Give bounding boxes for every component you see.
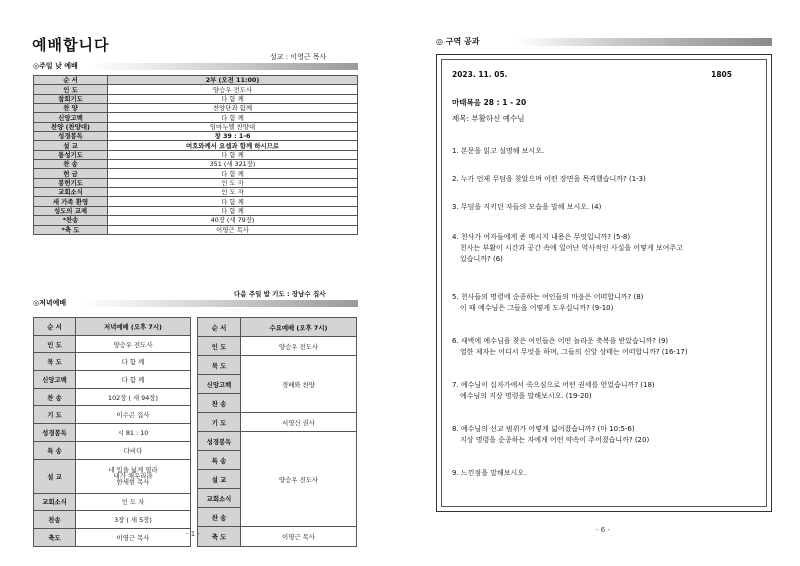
morning-service-table <box>33 75 358 235</box>
evening-service-table <box>33 317 191 547</box>
row-value: 다 함 께 <box>108 169 358 178</box>
row-label: 축 도 <box>198 527 241 547</box>
row-label: 묵 도 <box>198 356 241 375</box>
lesson-section-heading <box>436 36 772 48</box>
left-page-number: - 1 - <box>186 530 200 538</box>
row-label: 설 교 <box>34 459 76 493</box>
row-value: 다 함 께 <box>108 150 358 159</box>
table-row <box>34 225 358 234</box>
row-value: 찬양단과 함께 <box>108 104 358 113</box>
row-value: 서영신 권사 <box>241 413 357 432</box>
row-value: 양승우 전도사 <box>241 432 357 527</box>
row-value: 여호와께서 요셉과 함께 하시므로 <box>108 141 358 150</box>
table-row <box>198 432 357 451</box>
row-label: *찬송 <box>34 216 108 225</box>
row-value: 다비다 <box>76 441 191 459</box>
question-subtext: 열한 제자는 어디서 무엇을 하며, 그들의 신앙 상태는 어떠합니까? (16-17) <box>460 348 688 356</box>
table-row <box>34 178 358 187</box>
row-value: 다 함 께 <box>108 197 358 206</box>
row-label: 특 송 <box>34 441 76 459</box>
table-row <box>34 528 191 546</box>
preacher-line: 설교 : 이영근 목사 <box>270 53 327 61</box>
question-item <box>452 202 601 213</box>
row-label: 교회소식 <box>34 493 76 511</box>
row-label: 인 도 <box>34 335 76 353</box>
table-row <box>34 197 358 206</box>
table-row <box>198 337 357 356</box>
order-header: 순 서 <box>198 318 241 337</box>
table-row <box>198 356 357 375</box>
row-value: 이영근 목사 <box>76 528 191 546</box>
row-label: 찬송 <box>34 511 76 529</box>
question-text: 5. 천사들의 명령에 순종하는 여인들의 마음은 어떠합니까? (8) <box>452 293 644 301</box>
row-label: 성경봉독 <box>34 132 108 141</box>
morning-heading-label: ◎주일 낮 예배 <box>33 62 78 70</box>
table-row <box>34 169 358 178</box>
row-value: 다 함 께 <box>76 371 191 389</box>
page-title: 예배합니다 <box>32 36 110 54</box>
row-value: 네 입을 넓게 열라 내가 채우리라 한세현 목사 <box>76 459 191 493</box>
lesson-code: 1805 <box>711 70 732 79</box>
row-label: 신앙고백 <box>34 371 76 389</box>
row-label: 축도 <box>34 528 76 546</box>
evening-section-heading <box>33 299 358 308</box>
next-week-prayer: 다음 주일 밥 기도 : 장남수 집사 <box>234 290 326 298</box>
row-label: 찬 송 <box>198 394 241 413</box>
question-item <box>452 336 688 358</box>
question-text: 3. 무덤을 지키던 자들의 모습을 말해 보시오. (4) <box>452 203 602 211</box>
question-text: 4. 천사가 여자들에게 준 메시지 내용은 무엇입니까? (5-8) <box>452 233 631 241</box>
right-page-number: - 6 - <box>596 526 610 534</box>
row-value: 이영근 목사 <box>108 225 358 234</box>
row-value: 다 함 께 <box>108 113 358 122</box>
row-value: 이수곤 집사 <box>76 406 191 424</box>
row-value: 다 함 께 <box>108 206 358 215</box>
row-label: 설 교 <box>34 141 108 150</box>
service-header: 수요예배 (오후 7시) <box>241 318 357 337</box>
row-label: 특 송 <box>198 451 241 470</box>
table-row <box>34 122 358 131</box>
question-item <box>452 292 643 314</box>
row-value: 인 도 자 <box>108 178 358 187</box>
row-value: 시 81 : 10 <box>76 424 191 442</box>
question-text: 8. 예수님의 선교 범위가 어떻게 넓어졌습니까? (마 10:5-6) <box>452 425 635 433</box>
row-label: 찬 송 <box>34 160 108 169</box>
question-text: 7. 예수님이 십자가에서 죽으심으로 어떤 권세를 얻었습니까? (18) <box>452 381 655 389</box>
table-row <box>34 188 358 197</box>
question-subtext: 지상 명령을 순종하는 자에게 어떤 약속이 주어졌습니까? (20) <box>460 436 650 444</box>
row-label: 찬 양 <box>34 104 108 113</box>
row-value: 다 함 께 <box>108 94 358 103</box>
table-header-row <box>34 318 191 336</box>
row-label: 찬양 (찬양대) <box>34 122 108 131</box>
question-subtext: 예수님의 지상 명령을 말해보시오. (19-20) <box>460 392 592 400</box>
lesson-topic: 제목: 부활하신 예수님 <box>452 114 525 123</box>
row-label: 봉헌기도 <box>34 178 108 187</box>
row-value: 351 (새 321장) <box>108 160 358 169</box>
service-header: 2부 (오전 11:00) <box>108 76 358 85</box>
row-label: 헌 금 <box>34 169 108 178</box>
row-value: 경배와 찬양 <box>241 356 357 413</box>
lesson-heading-label: ◎ 구역 공과 <box>436 37 480 46</box>
table-row <box>34 94 358 103</box>
order-header: 순 서 <box>34 76 108 85</box>
table-row <box>198 413 357 432</box>
question-subtext: 이 때 예수님은 그들을 어떻게 도우십니까? (9-10) <box>460 304 614 312</box>
row-label: 교회소식 <box>34 188 108 197</box>
row-value: 양승우 전도사 <box>108 85 358 94</box>
question-text: 9. 느낀점을 말해보시오. <box>452 469 527 477</box>
table-row <box>34 206 358 215</box>
question-item <box>452 146 544 157</box>
row-label: 교회소식 <box>198 489 241 508</box>
question-item <box>452 468 526 479</box>
table-row <box>34 85 358 94</box>
row-label: 찬 송 <box>34 388 76 406</box>
question-text: 1. 본문을 읽고 설명해 보시오. <box>452 147 545 155</box>
table-row <box>34 406 191 424</box>
row-label: *축 도 <box>34 225 108 234</box>
row-label: 성도의 교제 <box>34 206 108 215</box>
row-label: 새 가족 환영 <box>34 197 108 206</box>
row-value: 다 함 께 <box>76 353 191 371</box>
row-value: 40장 (새 79장) <box>108 216 358 225</box>
row-label: 성경봉독 <box>198 432 241 451</box>
table-row <box>34 353 191 371</box>
table-header-row <box>198 318 357 337</box>
row-label: 인 도 <box>198 337 241 356</box>
table-header-row <box>34 76 358 85</box>
row-label: 통성기도 <box>34 150 108 159</box>
row-label: 성경봉독 <box>34 424 76 442</box>
morning-section-heading <box>33 62 358 71</box>
question-item <box>452 232 683 265</box>
table-row <box>198 527 357 547</box>
question-item <box>452 424 649 446</box>
question-text: 2. 누가 언제 무덤을 찾았으며 어떤 장면을 목격했습니까? (1-3) <box>452 175 646 183</box>
row-label: 참회기도 <box>34 94 108 103</box>
service-header: 저녁예배 (오후 7시) <box>76 318 191 336</box>
row-label: 설 교 <box>198 470 241 489</box>
order-header: 순 서 <box>34 318 76 336</box>
question-item <box>452 380 655 402</box>
row-value: 임마누엘 찬양대 <box>108 122 358 131</box>
lesson-inner-frame <box>441 59 767 507</box>
row-label: 신앙고백 <box>198 375 241 394</box>
table-row <box>34 150 358 159</box>
table-row <box>34 511 191 529</box>
row-label: 인 도 <box>34 85 108 94</box>
row-value: 인 도 자 <box>108 188 358 197</box>
table-row <box>34 424 191 442</box>
row-value: 3장 ( 새 5장) <box>76 511 191 529</box>
table-row <box>34 459 191 493</box>
question-subtext: 있습니까? (6) <box>460 255 503 263</box>
wednesday-service-table <box>197 317 357 547</box>
table-row <box>34 216 358 225</box>
table-row <box>34 113 358 122</box>
table-row <box>34 104 358 113</box>
table-row <box>34 141 358 150</box>
row-value: 102장 ( 새 94장) <box>76 388 191 406</box>
question-subtext: 천사는 부활이 시간과 공간 속에 일어난 역사적인 사실을 어떻게 보여주고 <box>460 244 683 252</box>
row-value: 양승우 전도사 <box>241 337 357 356</box>
row-label: 신앙고백 <box>34 113 108 122</box>
table-row <box>34 493 191 511</box>
row-label: 묵 도 <box>34 353 76 371</box>
evening-heading-label: ◎저녁예배 <box>33 299 67 307</box>
table-row <box>34 388 191 406</box>
lesson-scripture: 마태복음 28 : 1 - 20 <box>452 98 527 107</box>
row-label: 기 도 <box>198 413 241 432</box>
question-item <box>452 174 646 185</box>
table-row <box>34 160 358 169</box>
table-row <box>34 132 358 141</box>
row-label: 찬 송 <box>198 508 241 527</box>
table-row <box>34 335 191 353</box>
lesson-date: 2023. 11. 05. <box>452 70 508 79</box>
question-text: 6. 새벽에 예수님을 찾은 여인들은 어떤 놀라운 축복을 받았습니까? (9) <box>452 337 669 345</box>
table-row <box>34 371 191 389</box>
lesson-box <box>436 54 772 512</box>
row-value: 인 도 자 <box>76 493 191 511</box>
row-label: 기 도 <box>34 406 76 424</box>
table-row <box>34 441 191 459</box>
row-value: 이영근 목사 <box>241 527 357 547</box>
row-value: 창 39 : 1-6 <box>108 132 358 141</box>
row-value: 양승우 전도사 <box>76 335 191 353</box>
